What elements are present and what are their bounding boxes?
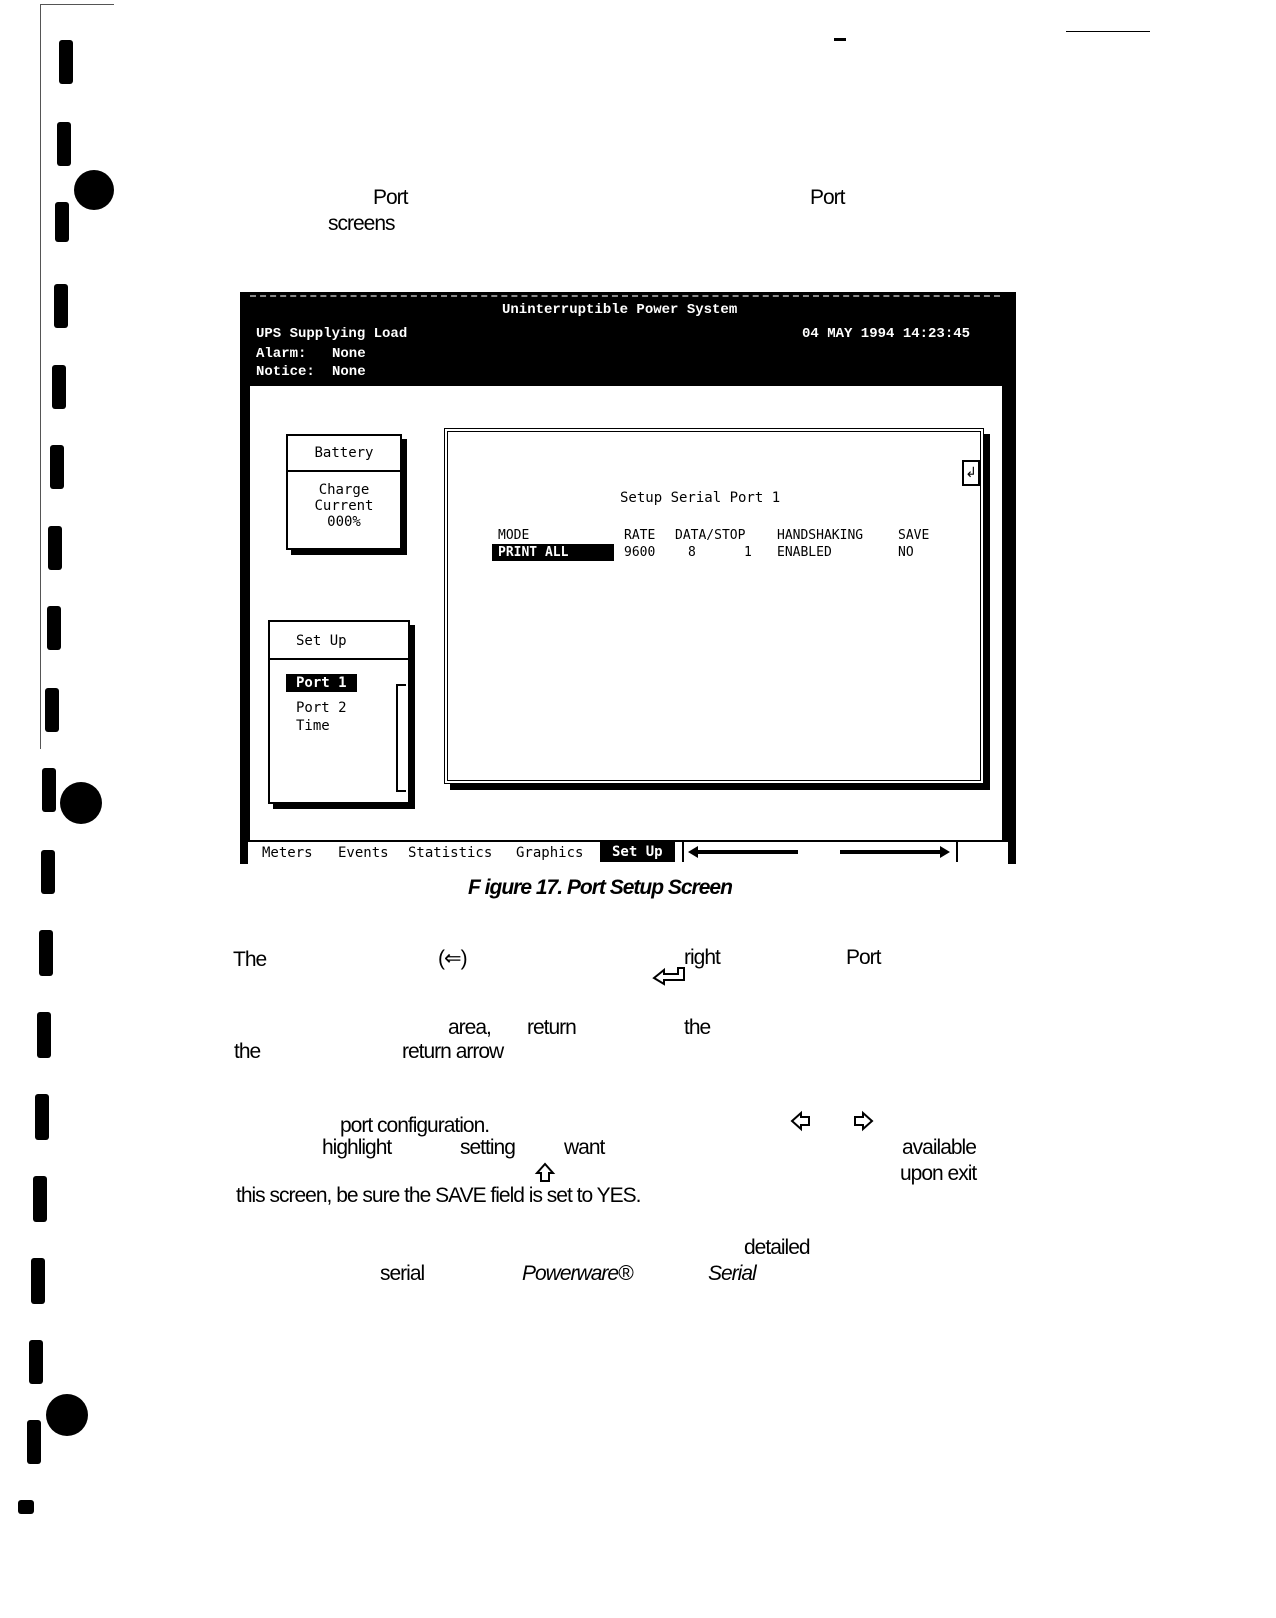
p4-detailed: detailed xyxy=(744,1236,810,1259)
punch-mark xyxy=(27,1420,41,1464)
punch-mark xyxy=(55,202,69,242)
p2-area: area, xyxy=(448,1016,491,1039)
setup-panel-edge xyxy=(268,658,270,802)
screen-title: Uninterruptible Power System xyxy=(502,302,738,318)
battery-line1: Charge xyxy=(318,482,370,498)
column-save: SAVE xyxy=(898,528,930,543)
punch-mark xyxy=(57,122,71,166)
punch-mark xyxy=(42,768,56,812)
p3-setting: setting xyxy=(460,1136,515,1159)
battery-title: Battery xyxy=(288,436,400,472)
screen-header xyxy=(240,292,1016,386)
save-value[interactable]: NO xyxy=(898,545,914,560)
punch-mark xyxy=(29,1340,43,1384)
binder-hole xyxy=(46,1394,88,1436)
margin-line xyxy=(40,4,41,749)
column-data-stop: DATA/STOP xyxy=(675,528,746,543)
notice-value: None xyxy=(332,364,366,380)
p3-port-configuration: port configuration. xyxy=(340,1114,490,1137)
tab-statistics[interactable]: Statistics xyxy=(408,845,493,861)
battery-line3: 000% xyxy=(327,514,361,530)
binder-hole xyxy=(74,170,114,210)
status-text: UPS Supplying Load xyxy=(256,326,408,342)
header-rule xyxy=(1066,31,1150,32)
intro-port-2: Port xyxy=(810,186,845,209)
intro-port-1: Port xyxy=(373,186,408,209)
p1-return-symbol: (⇐) xyxy=(438,947,467,970)
rate-value[interactable]: 9600 xyxy=(624,545,656,560)
binder-margin xyxy=(0,0,130,1618)
punch-mark xyxy=(37,1012,51,1058)
battery-line2: Current xyxy=(314,498,374,514)
tab-bar xyxy=(248,840,1008,864)
p3-want: want xyxy=(564,1136,605,1159)
column-mode: MODE xyxy=(498,528,530,543)
data-value[interactable]: 8 xyxy=(688,545,696,560)
punch-mark xyxy=(54,284,68,328)
ups-screen-figure xyxy=(240,292,1016,864)
p4-serial: serial xyxy=(380,1262,425,1285)
right-arrow-icon xyxy=(852,1110,874,1132)
tab-events[interactable]: Events xyxy=(338,845,389,861)
scroll-left-arrow-icon[interactable] xyxy=(688,846,806,858)
p3-last-line: this screen, be sure the SAVE field is set to YES. xyxy=(236,1184,641,1207)
column-rate: RATE xyxy=(624,528,656,543)
p2-the-2: the xyxy=(234,1040,261,1063)
screen-body xyxy=(250,386,1002,840)
return-arrow-icon xyxy=(652,966,688,986)
tab-divider xyxy=(956,842,958,862)
punch-mark xyxy=(45,688,59,732)
punch-mark xyxy=(33,1176,47,1222)
setup-panel xyxy=(268,620,410,804)
return-key-icon[interactable]: ↲ xyxy=(962,460,980,486)
p3-upon-exit: upon exit xyxy=(900,1162,977,1185)
intro-screens: screens xyxy=(328,212,395,235)
punch-mark xyxy=(48,526,62,570)
p2-return: return xyxy=(527,1016,576,1039)
punch-mark xyxy=(35,1094,49,1140)
p1-right: right xyxy=(684,946,720,969)
p1-the: The xyxy=(233,948,267,971)
binder-hole xyxy=(60,782,102,824)
alarm-value: None xyxy=(332,346,366,362)
up-arrow-icon xyxy=(534,1162,556,1184)
punch-mark xyxy=(31,1258,45,1304)
p2-the-1: the xyxy=(684,1016,711,1039)
punch-mark xyxy=(50,445,64,489)
punch-mark xyxy=(18,1500,34,1514)
setup-item-port-2[interactable]: Port 2 xyxy=(296,700,347,716)
tab-meters[interactable]: Meters xyxy=(262,845,313,861)
punch-mark xyxy=(41,850,55,894)
p4-serial-italic: Serial xyxy=(708,1262,756,1285)
p3-highlight: highlight xyxy=(322,1136,392,1159)
punch-mark xyxy=(47,606,61,650)
tab-graphics[interactable]: Graphics xyxy=(516,845,584,861)
handshaking-value[interactable]: ENABLED xyxy=(777,545,832,560)
left-arrow-icon xyxy=(790,1110,812,1132)
serial-setup-title: Setup Serial Port 1 xyxy=(620,490,781,506)
speck xyxy=(834,38,846,41)
p4-powerware: Powerware® xyxy=(522,1262,633,1285)
battery-panel[interactable] xyxy=(286,434,402,550)
p1-port: Port xyxy=(846,946,881,969)
punch-mark xyxy=(52,365,66,409)
setup-item-time[interactable]: Time xyxy=(296,718,330,734)
mode-value[interactable]: PRINT ALL xyxy=(492,544,614,561)
notice-label: Notice: xyxy=(256,364,315,380)
margin-top-line xyxy=(40,4,114,5)
scroll-right-arrow-icon[interactable] xyxy=(840,846,950,858)
figure-caption: F igure 17. Port Setup Screen xyxy=(468,876,732,899)
serial-setup-panel xyxy=(444,428,984,784)
p3-available: available xyxy=(902,1136,976,1159)
punch-mark xyxy=(59,40,73,84)
setup-item-port-1[interactable]: Port 1 xyxy=(286,674,357,692)
punch-mark xyxy=(39,930,53,976)
column-handshaking: HANDSHAKING xyxy=(777,528,864,543)
p2-return-arrow: return arrow xyxy=(402,1040,504,1063)
setup-panel-title: Set Up xyxy=(268,622,408,660)
datetime: 04 MAY 1994 14:23:45 xyxy=(802,326,971,342)
tab-divider xyxy=(682,842,684,862)
alarm-label: Alarm: xyxy=(256,346,307,362)
stop-value[interactable]: 1 xyxy=(744,545,752,560)
tab-set-up[interactable]: Set Up xyxy=(600,842,675,862)
setup-scrollbar[interactable] xyxy=(396,684,406,792)
